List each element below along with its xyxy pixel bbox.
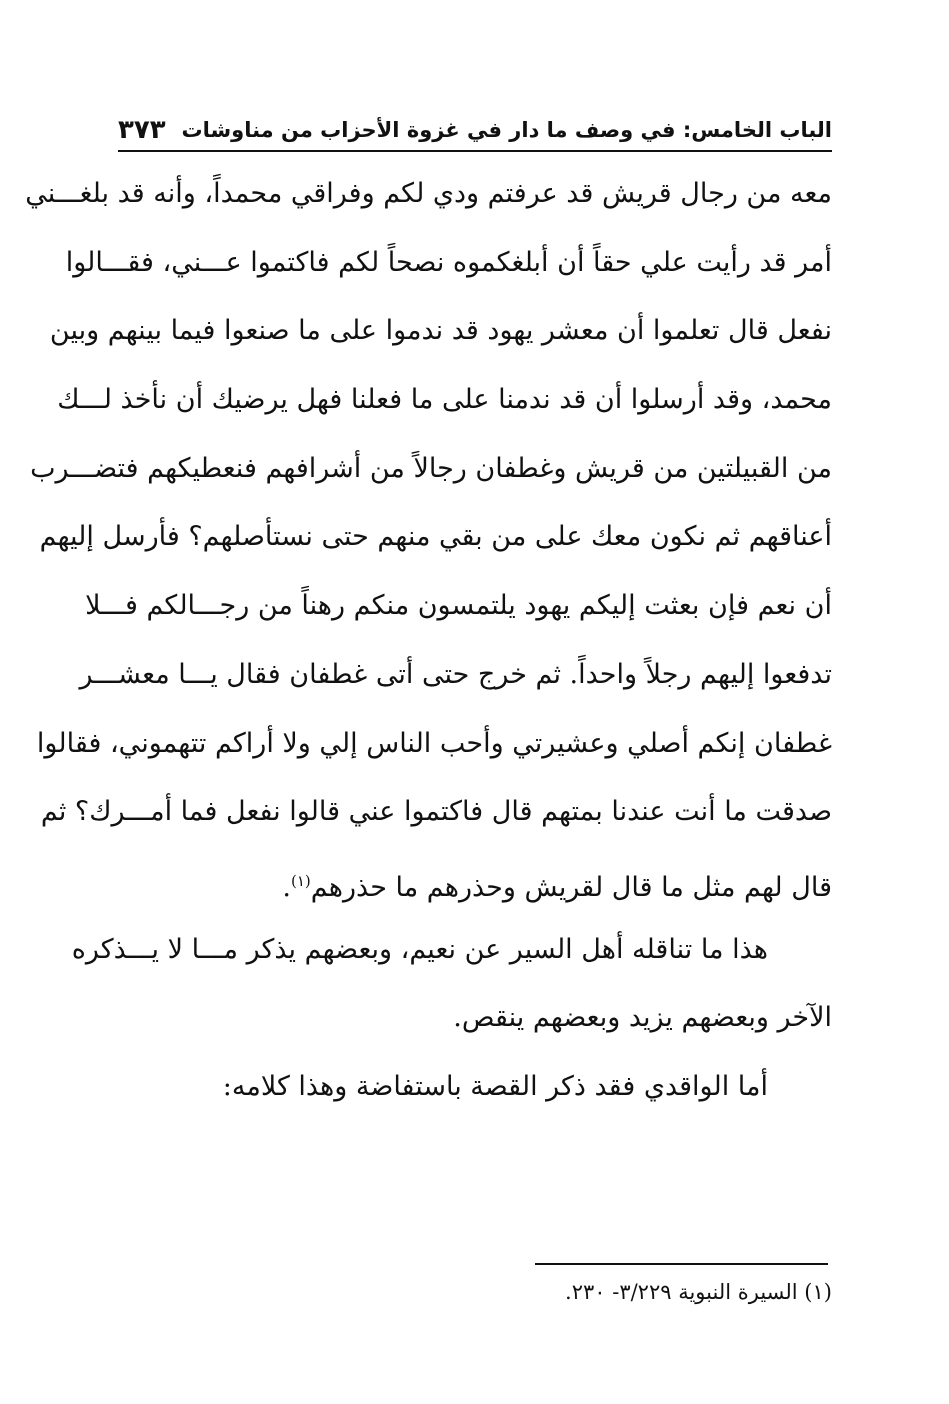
text-line: من القبيلتين من قريش وغطفان رجالاً من أشرافهم فنعطيكهم فتضـــرب bbox=[30, 452, 832, 484]
chapter-title: الباب الخامس: في وصف ما دار في غزوة الأحزاب من مناوشات bbox=[181, 118, 832, 142]
paragraph-3 bbox=[118, 1053, 832, 1122]
text-line: غطفان إنكم أصلي وعشيرتي وأحب الناس إلي ولا أراكم تتهموني، فقالوا bbox=[36, 727, 832, 759]
text-line: تدفعوا إليهم رجلاً واحداً. ثم خرج حتى أتى غطفان فقال يـــا معشـــر bbox=[79, 658, 832, 690]
text-line: الآخر وبعضهم يزيد وبعضهم ينقص. bbox=[453, 1002, 832, 1034]
text-line: أما الواقدي فقد ذكر القصة باستفاضة وهذا كلامه: bbox=[222, 1070, 768, 1102]
text-line: أن نعم فإن بعثت إليكم يهود يلتمسون منكم رهناً من رجـــالكم فـــلا bbox=[85, 590, 832, 622]
text-line-content: قال لهم مثل ما قال لقريش وحذرهم ما حذرهم bbox=[310, 871, 832, 903]
footnote: (١) السيرة النبوية ٣/٢٢٩- ٢٣٠. bbox=[565, 1280, 832, 1304]
text-line: معه من رجال قريش قد عرفتم ودي لكم وفراقي محمداً، وأنه قد بلغـــني bbox=[25, 178, 832, 209]
sentence-end: . bbox=[282, 871, 291, 903]
text-line-last bbox=[118, 847, 832, 916]
text-line: محمد، وقد أرسلوا أن قد ندمنا على ما فعلنا فهل يرضيك أن نأخذ لـــك bbox=[57, 384, 832, 416]
text-line: أمر قد رأيت علي حقاً أن أبلغكموه نصحاً لكم فاكتموا عـــني، فقـــالوا bbox=[65, 246, 832, 278]
text-line: أعناقهم ثم نكون معك على من بقي منهم حتى نستأصلهم؟ فأرسل إليهم bbox=[39, 521, 832, 553]
footnote-marker: (١) bbox=[291, 871, 311, 890]
text-line: هذا ما تناقله أهل السير عن نعيم، وبعضهم يذكر مـــا لا يـــذكره bbox=[71, 933, 768, 965]
running-header bbox=[118, 112, 832, 148]
page-number: ٣٧٣ bbox=[118, 115, 166, 145]
text-line: نفعل قال تعلموا أن معشر يهود قد ندموا على ما صنعوا فيما بينهم وبين bbox=[49, 315, 832, 347]
paragraph-2 bbox=[71, 916, 832, 1053]
text-line: صدقت ما أنت عندنا بمتهم قال فاكتموا عني قالوا نفعل فما أمـــرك؟ ثم bbox=[40, 796, 832, 828]
paragraph-1 bbox=[25, 160, 832, 916]
footnote-rule bbox=[535, 1263, 828, 1265]
body-text bbox=[25, 160, 832, 1122]
header-rule bbox=[118, 150, 832, 152]
